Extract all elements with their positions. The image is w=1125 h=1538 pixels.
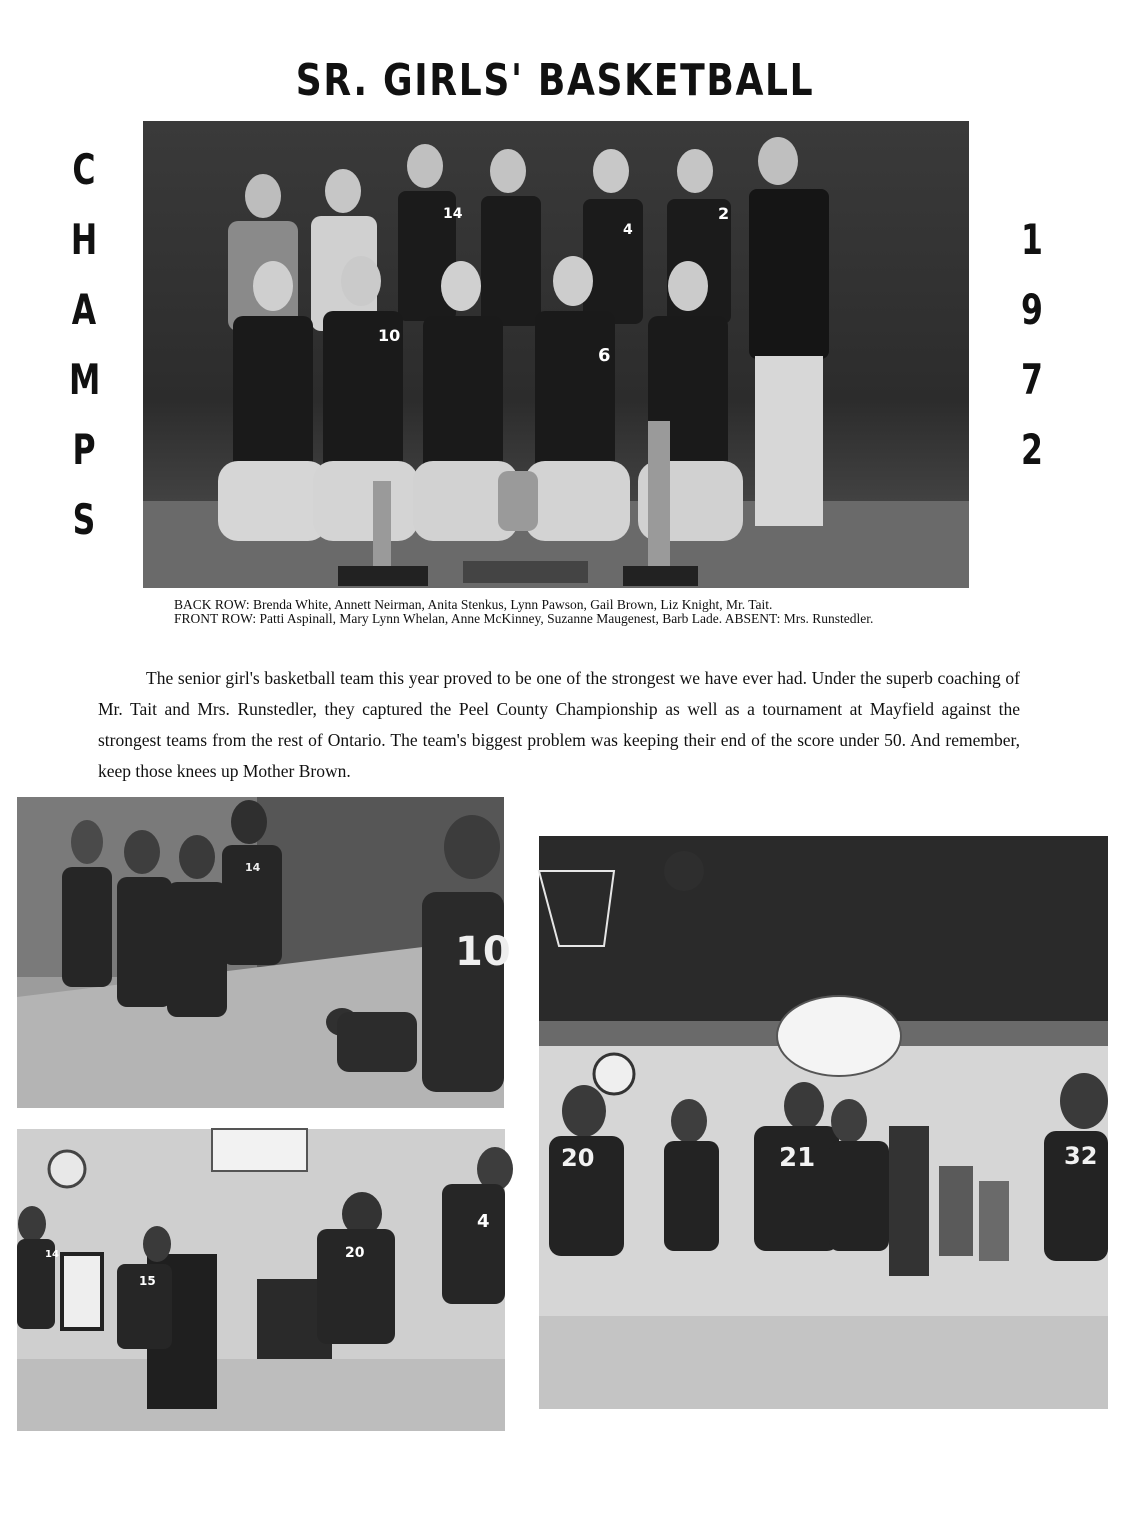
jersey-number: 10 [378,326,401,345]
jersey-number: 15 [139,1274,156,1288]
practice-photo-illustration [17,797,511,1108]
jersey-number: 4 [477,1211,490,1232]
game-left-illustration [17,1129,505,1431]
year-vertical [1012,205,1052,485]
jersey-number: 4 [623,222,633,238]
team-photo [143,121,969,588]
year-digit: 2 [1021,425,1043,474]
practice-photo [17,797,511,1108]
champs-letter: H [70,215,98,264]
champs-letter: A [71,285,97,334]
year-digit: 9 [1021,285,1043,334]
year-digit: 7 [1021,355,1043,404]
champs-letter: P [72,425,96,474]
jersey-number: 14 [45,1249,59,1260]
article-body: The senior girl's basketball team this year proved to be one of the strongest we have ever had. Under the superb coaching of Mr. Tait and Mrs. Runstedler, they captured the Peel County Championship as well as a tournament at Mayfield against the strongest teams from the rest of Ontario. The team's biggest problem was keeping their end of the score under 50. And remember, keep those knees up Mother Brown. [98,668,1020,781]
jersey-number: 6 [598,345,611,366]
champs-vertical-word [64,135,104,555]
jersey-number: 14 [443,206,463,222]
jersey-number: 2 [718,204,730,223]
champs-letter: S [72,495,96,544]
game-photo-left [17,1129,505,1431]
team-photo-illustration [143,121,969,588]
champs-letter: C [72,145,96,194]
page-title: SR. GIRLS' BASKETBALL [295,55,815,106]
game-photo-right [539,836,1108,1409]
jersey-number: 10 [455,929,511,975]
game-right-illustration [539,836,1108,1409]
year-digit: 1 [1021,215,1043,264]
jersey-number: 14 [245,861,261,874]
champs-letter: M [69,355,101,404]
jersey-number: 21 [779,1143,816,1173]
jersey-number: 20 [561,1144,595,1172]
caption-back-row: BACK ROW: Brenda White, Annett Neirman, Anita Stenkus, Lynn Pawson, Gail Brown, Liz Knight, Mr. Tait. [174,597,773,612]
photo-caption [174,598,964,626]
jersey-number: 20 [345,1245,365,1261]
jersey-number: 32 [1064,1142,1098,1170]
caption-front-row: FRONT ROW: Patti Aspinall, Mary Lynn Whelan, Anne McKinney, Suzanne Maugenest, Barb Lade. ABSENT: Mrs. Runstedler. [174,611,874,626]
